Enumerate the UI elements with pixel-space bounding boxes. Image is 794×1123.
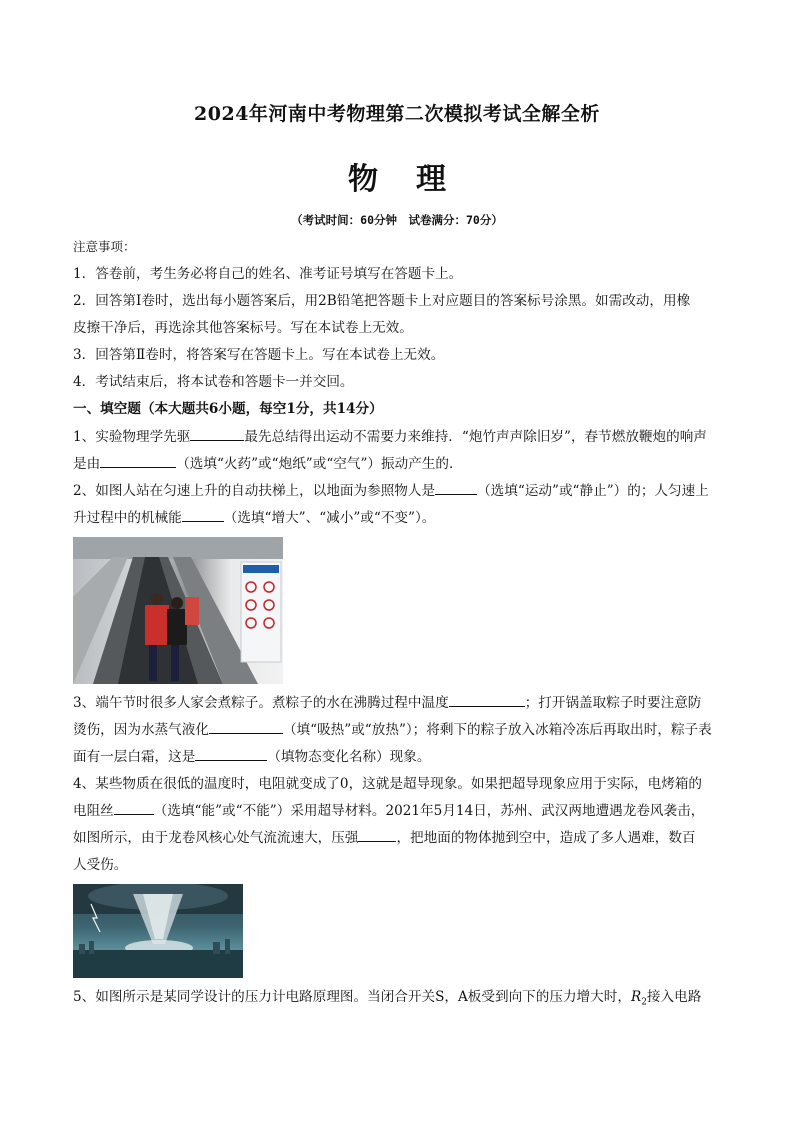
resistor-subscript: 2 <box>641 997 647 1008</box>
answer-blank <box>435 482 477 495</box>
question-2-line-2: 升过程中的机械能 （选填“增大”、“减小”或“不变”）。 <box>73 510 436 526</box>
answer-blank <box>195 748 267 761</box>
question-2-line-1: 2、如图人站在匀速上升的自动扶梯上，以地面为参照物人是 （选填“运动”或“静止”）的；人匀速上 <box>73 483 709 499</box>
subject-title: 物理 <box>348 162 484 197</box>
question-4-line-1: 4、某些物质在很低的温度时，电阻就变成了0，这就是超导现象。如果把超导现象应用于实际，电烤箱的 <box>73 776 703 792</box>
answer-blank <box>358 829 396 842</box>
exam-title: 2024年河南中考物理第二次模拟考试全解全析 <box>194 103 600 125</box>
notice-item-4: 4．考试结束后，将本试卷和答题卡一并交回。 <box>73 374 354 390</box>
question-4-line-4: 人受伤。 <box>73 857 128 873</box>
notice-heading: 注意事项： <box>73 239 136 254</box>
tornado-photo <box>73 884 243 978</box>
question-4-line-3: 如图所示，由于龙卷风核心处气流流速大，压强 ，把地面的物体抛到空中，造成了多人遇难，数百 <box>73 830 696 846</box>
exam-info: （考试时间：60分钟 试卷满分：70分） <box>291 213 503 227</box>
question-3-line-1: 3、端午节时很多人家会煮粽子。煮粽子的水在沸腾过程中温度 ；打开锅盖取粽子时要注意防 <box>73 695 702 711</box>
answer-blank <box>100 455 176 468</box>
question-4-line-2: 电阻丝 （选填“能”或“不能”）采用超导材料。2021年5月14日，苏州、武汉两地遭遇龙卷风袭击， <box>73 803 705 819</box>
answer-blank <box>182 509 224 522</box>
notice-item-2: 2．回答第Ⅰ卷时，选出每小题答案后，用2B铅笔把答题卡上对应题目的答案标号涂黑。如需改动，用橡 <box>73 293 691 309</box>
notice-item-2-cont: 皮擦干净后，再选涂其他答案标号。写在本试卷上无效。 <box>73 320 413 336</box>
answer-blank <box>190 428 244 441</box>
resistor-variable: R <box>630 989 642 1005</box>
question-3-line-3: 面有一层白霜，这是 （填物态变化名称）现象。 <box>73 749 431 765</box>
question-1-line-2: 是由 （选填“火药”或“炮纸”或“空气”）振动产生的． <box>73 456 463 472</box>
question-1-line-1: 1、实验物理学先驱 最先总结得出运动不需要力来维持．“炮竹声声除旧岁”，春节燃放鞭炮的响声 <box>73 429 707 445</box>
tornado-illustration <box>73 884 243 978</box>
question-5-line-1: 5、如图所示是某同学设计的压力计电路原理图。当闭合开关S，A板受到向下的压力增大时，$R_2$接入电路 <box>73 989 702 1008</box>
section-heading: 一、填空题（本大题共6小题，每空1分，共14分） <box>73 401 383 417</box>
answer-blank <box>209 721 283 734</box>
escalator-illustration <box>73 537 283 684</box>
escalator-photo <box>73 537 283 684</box>
question-3-line-2: 烫伤，因为水蒸气液化 （填“吸热”或“放热”）；将剩下的粽子放入冰箱冷冻后再取出时，粽子表 <box>73 722 712 738</box>
answer-blank <box>114 802 154 815</box>
notice-item-3: 3．回答第Ⅱ卷时，将答案写在答题卡上。写在本试卷上无效。 <box>73 347 445 363</box>
answer-blank <box>449 694 525 707</box>
notice-item-1: 1．答卷前，考生务必将自己的姓名、准考证号填写在答题卡上。 <box>73 266 463 282</box>
